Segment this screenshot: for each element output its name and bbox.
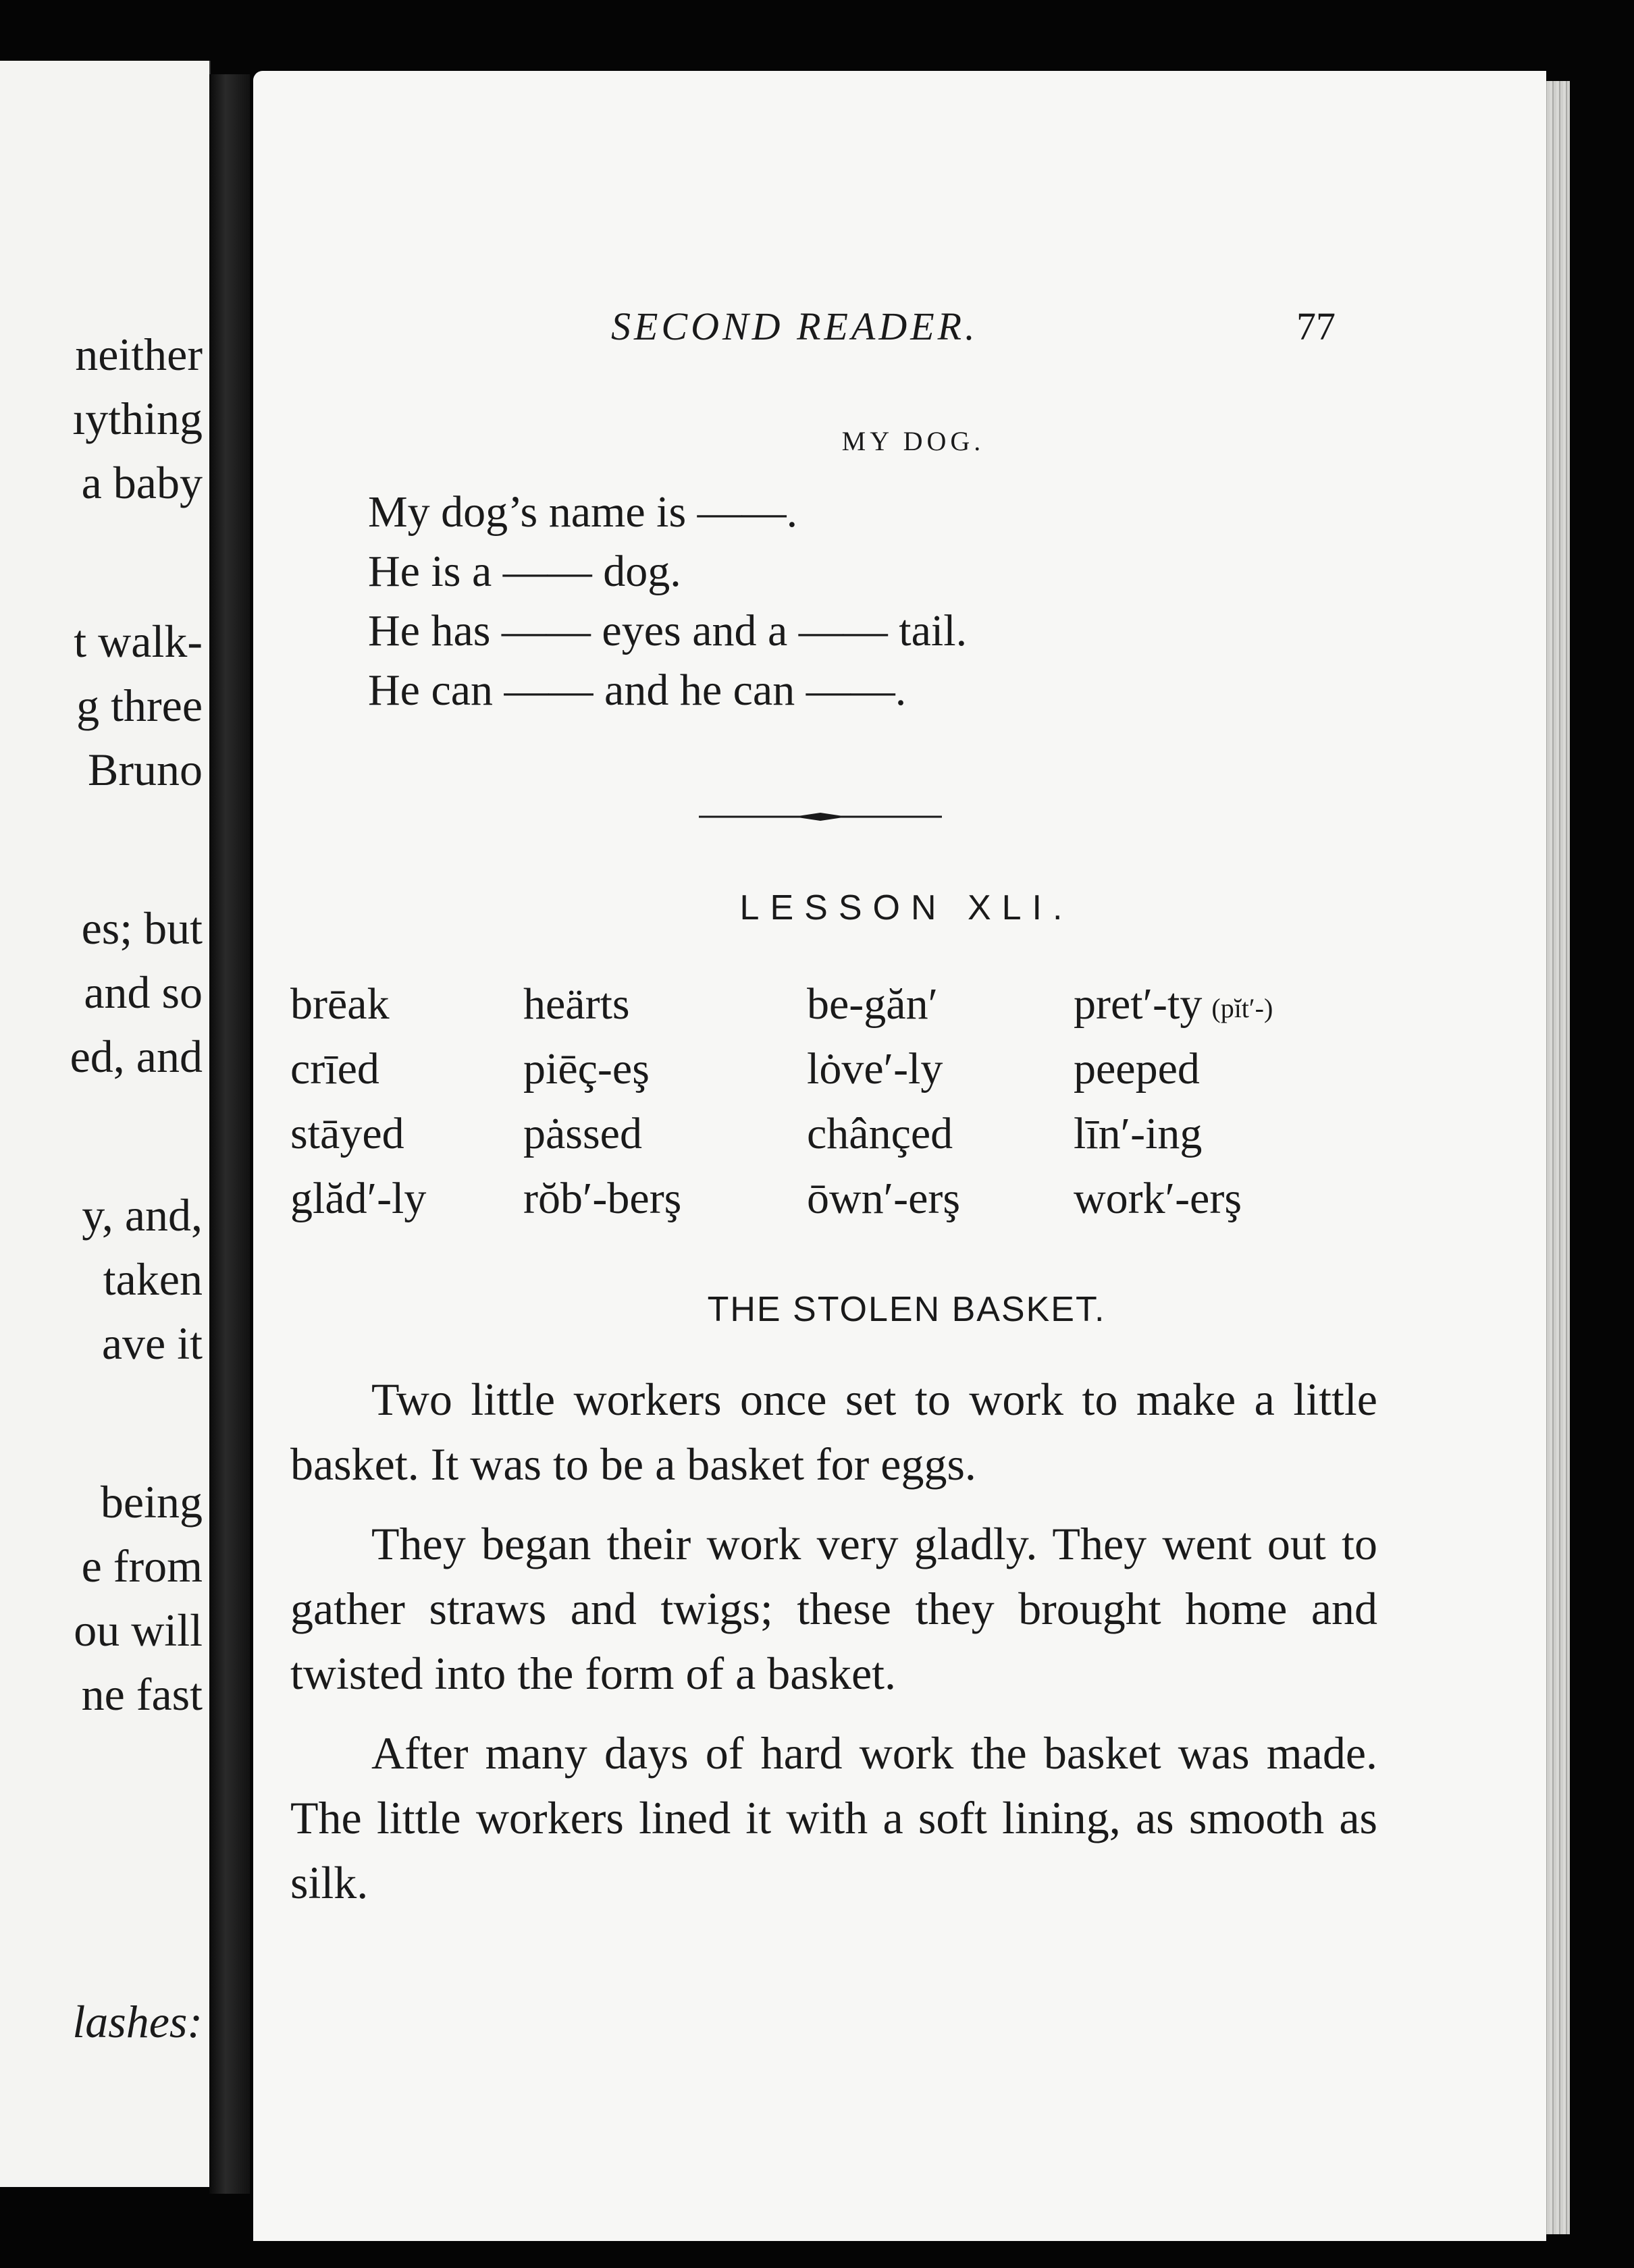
left-text-fragment: lashes:	[72, 1996, 203, 2047]
story-paragraph: They began their work very gladly. They went out to gather straws and twigs; these they brought home and twisted into the form of a basket.	[290, 1518, 1377, 1699]
vocabulary-word: piēç-eş	[523, 1044, 650, 1094]
poem	[368, 483, 1381, 720]
vocabulary-word: ōwn′-erş	[807, 1174, 961, 1223]
book-gutter	[209, 74, 250, 2194]
vocabulary-row	[290, 1102, 1371, 1166]
vocabulary-word: lȯve′-ly	[807, 1044, 943, 1094]
running-title: SECOND READER.	[611, 304, 978, 348]
left-text-fragment: taken	[103, 1253, 203, 1305]
vocabulary-row	[290, 1166, 1371, 1231]
story-paragraph: After many days of hard work the basket was made. The little workers lined it with a soft lining, as smooth as silk.	[290, 1727, 1377, 1908]
left-text-fragment: e from	[81, 1540, 203, 1592]
poem-line: He is a —— dog.	[368, 547, 681, 596]
left-text-fragment: g three	[76, 680, 203, 731]
story-paragraph: Two little workers once set to work to make a little basket. It was to be a basket for eggs.	[290, 1374, 1377, 1490]
story-body	[290, 1367, 1377, 1930]
left-text-fragment: t walk-	[74, 616, 203, 667]
left-text-fragment: ne fast	[81, 1669, 203, 1720]
left-text-fragment: ou will	[74, 1604, 203, 1656]
left-text-fragment: being	[100, 1476, 203, 1528]
vocabulary-word: glăd′-ly	[290, 1174, 427, 1223]
vocabulary-word: brēak	[290, 979, 390, 1029]
vocabulary-word: chânçed	[807, 1109, 953, 1158]
vocabulary-word: pȧssed	[523, 1109, 642, 1158]
vocabulary-word: pret′-ty	[1074, 979, 1203, 1029]
vocabulary-word: heärts	[523, 979, 630, 1029]
story-title: THE STOLEN BASKET.	[707, 1290, 1106, 1329]
vocabulary-word: be-găn′	[807, 979, 939, 1029]
poem-line: He can —— and he can ——.	[368, 666, 907, 715]
left-text-fragment: a baby	[81, 457, 203, 508]
page-number: 77	[1296, 304, 1336, 348]
left-text-fragment: neither	[75, 329, 203, 380]
left-text-fragment: and so	[84, 967, 203, 1018]
vocabulary-row	[290, 972, 1371, 1037]
poem-title: MY DOG.	[841, 426, 985, 456]
lesson-heading: LESSON XLI.	[739, 888, 1074, 927]
vocabulary-word-with-note	[1074, 972, 1273, 1041]
pronunciation-note: (pĭt′-)	[1211, 992, 1273, 1023]
vocabulary-list	[290, 972, 1371, 1231]
vocabulary-word: stāyed	[290, 1109, 404, 1158]
running-head	[253, 304, 1546, 358]
vocabulary-word: crīed	[290, 1044, 379, 1094]
vocabulary-word: work′-erş	[1074, 1174, 1242, 1223]
vocabulary-word: rŏb′-berş	[523, 1174, 682, 1223]
vocabulary-word: peeped	[1074, 1044, 1200, 1094]
left-text-fragment: es; but	[81, 902, 203, 954]
vocabulary-word: līn′-ing	[1074, 1109, 1203, 1158]
ornament-divider	[699, 810, 942, 824]
poem-line: My dog’s name is ——.	[368, 487, 798, 537]
left-text-fragment: y, and,	[82, 1189, 203, 1241]
vocabulary-row	[290, 1037, 1371, 1102]
left-text-fragment: ıything	[72, 393, 203, 444]
poem-line: He has —— eyes and a —— tail.	[368, 606, 968, 655]
left-text-fragment: ed, and	[70, 1031, 203, 1082]
left-page-edge	[0, 61, 211, 2187]
left-text-fragment: ave it	[101, 1318, 203, 1369]
right-page	[253, 71, 1546, 2241]
left-text-fragment: Bruno	[88, 744, 203, 795]
